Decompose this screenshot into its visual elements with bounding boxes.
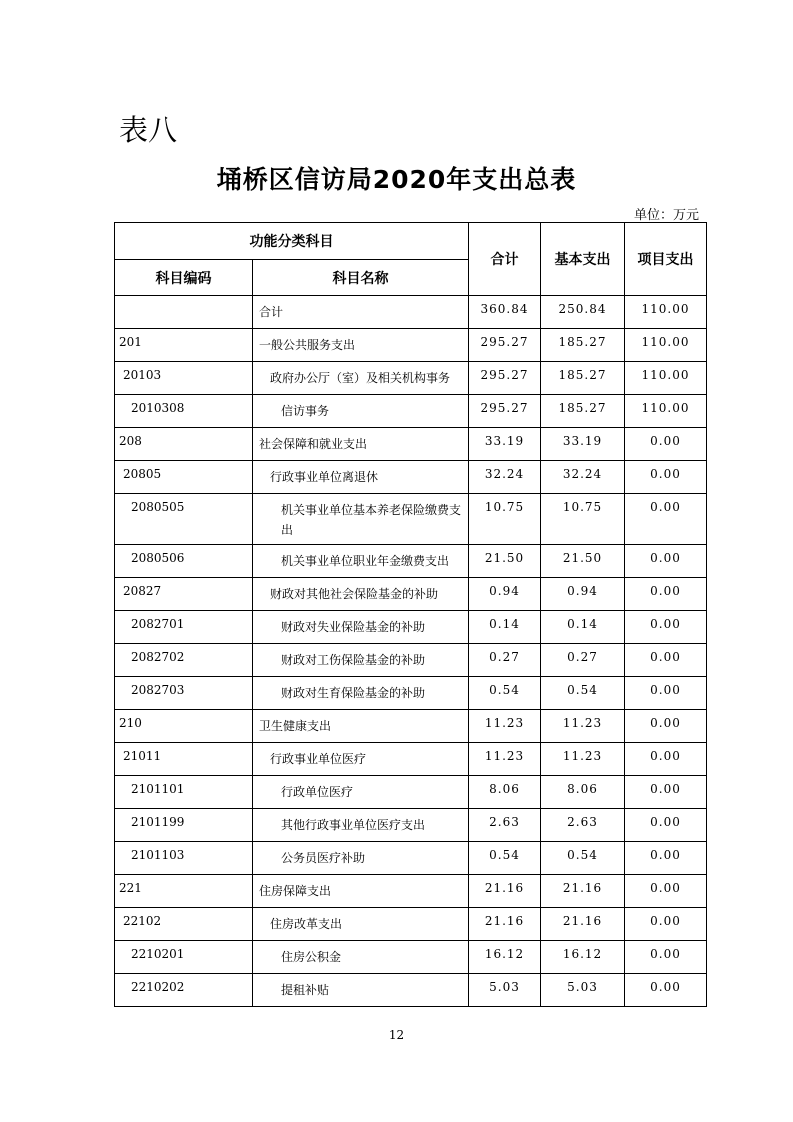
row-code <box>115 296 253 329</box>
row-total: 11.23 <box>469 743 541 776</box>
row-total: 0.54 <box>469 677 541 710</box>
row-total: 295.27 <box>469 395 541 428</box>
row-total: 295.27 <box>469 329 541 362</box>
table-row <box>115 461 707 494</box>
table-row <box>115 974 707 1007</box>
row-project: 110.00 <box>625 395 707 428</box>
table-row <box>115 296 707 329</box>
row-project: 0.00 <box>625 710 707 743</box>
table-row <box>115 809 707 842</box>
row-project: 110.00 <box>625 362 707 395</box>
table-row <box>115 842 707 875</box>
row-project: 0.00 <box>625 644 707 677</box>
table-row <box>115 644 707 677</box>
table-row <box>115 362 707 395</box>
row-basic: 2.63 <box>541 809 625 842</box>
row-total: 8.06 <box>469 776 541 809</box>
row-code: 2080505 <box>115 494 253 545</box>
table-row <box>115 941 707 974</box>
page-number: 12 <box>388 1028 405 1042</box>
row-basic: 0.27 <box>541 644 625 677</box>
row-basic: 33.19 <box>541 428 625 461</box>
row-basic: 21.50 <box>541 545 625 578</box>
row-project: 0.00 <box>625 545 707 578</box>
row-total: 5.03 <box>469 974 541 1007</box>
row-total: 21.16 <box>469 875 541 908</box>
row-name: 一般公共服务支出 <box>253 329 469 362</box>
row-code: 221 <box>115 875 253 908</box>
row-total: 11.23 <box>469 710 541 743</box>
row-total: 21.16 <box>469 908 541 941</box>
row-name: 行政单位医疗 <box>253 776 469 809</box>
row-basic: 11.23 <box>541 710 625 743</box>
row-project: 0.00 <box>625 461 707 494</box>
row-total: 295.27 <box>469 362 541 395</box>
row-project: 0.00 <box>625 578 707 611</box>
row-code: 20805 <box>115 461 253 494</box>
row-name: 行政事业单位离退休 <box>253 461 469 494</box>
row-code: 2010308 <box>115 395 253 428</box>
row-basic: 185.27 <box>541 329 625 362</box>
row-project: 110.00 <box>625 329 707 362</box>
row-name: 其他行政事业单位医疗支出 <box>253 809 469 842</box>
row-basic: 21.16 <box>541 875 625 908</box>
table-row <box>115 428 707 461</box>
row-project: 0.00 <box>625 743 707 776</box>
row-basic: 11.23 <box>541 743 625 776</box>
row-basic: 5.03 <box>541 974 625 1007</box>
row-total: 0.94 <box>469 578 541 611</box>
table-row <box>115 329 707 362</box>
row-name: 行政事业单位医疗 <box>253 743 469 776</box>
row-code: 20827 <box>115 578 253 611</box>
row-basic: 8.06 <box>541 776 625 809</box>
row-total: 0.54 <box>469 842 541 875</box>
header-function-category: 功能分类科目 <box>115 223 469 260</box>
row-name: 政府办公厅（室）及相关机构事务 <box>253 362 469 395</box>
row-code: 210 <box>115 710 253 743</box>
row-project: 0.00 <box>625 776 707 809</box>
row-name: 公务员医疗补助 <box>253 842 469 875</box>
row-code: 2082701 <box>115 611 253 644</box>
row-name: 机关事业单位基本养老保险缴费支出 <box>253 494 469 545</box>
table-row <box>115 875 707 908</box>
row-project: 0.00 <box>625 677 707 710</box>
row-project: 0.00 <box>625 809 707 842</box>
row-name: 卫生健康支出 <box>253 710 469 743</box>
document-label: 表八 <box>119 113 178 147</box>
row-name: 机关事业单位职业年金缴费支出 <box>253 545 469 578</box>
row-total: 10.75 <box>469 494 541 545</box>
row-name: 住房公积金 <box>253 941 469 974</box>
row-code: 2080506 <box>115 545 253 578</box>
row-basic: 0.54 <box>541 842 625 875</box>
row-total: 0.14 <box>469 611 541 644</box>
row-project: 0.00 <box>625 428 707 461</box>
table-row <box>115 908 707 941</box>
header-basic: 基本支出 <box>541 223 625 296</box>
header-project: 项目支出 <box>625 223 707 296</box>
row-project: 0.00 <box>625 611 707 644</box>
row-basic: 21.16 <box>541 908 625 941</box>
row-basic: 10.75 <box>541 494 625 545</box>
row-project: 0.00 <box>625 842 707 875</box>
page-title: 埇桥区信访局2020年支出总表 <box>216 165 577 194</box>
table-body <box>115 296 707 1007</box>
expenditure-table <box>114 222 707 1007</box>
row-name: 住房改革支出 <box>253 908 469 941</box>
row-code: 201 <box>115 329 253 362</box>
row-total: 360.84 <box>469 296 541 329</box>
row-basic: 0.94 <box>541 578 625 611</box>
row-project: 110.00 <box>625 296 707 329</box>
row-project: 0.00 <box>625 494 707 545</box>
row-basic: 16.12 <box>541 941 625 974</box>
header-total: 合计 <box>469 223 541 296</box>
row-basic: 250.84 <box>541 296 625 329</box>
table-row <box>115 743 707 776</box>
row-basic: 32.24 <box>541 461 625 494</box>
row-code: 2101101 <box>115 776 253 809</box>
row-project: 0.00 <box>625 941 707 974</box>
row-code: 2082703 <box>115 677 253 710</box>
row-code: 21011 <box>115 743 253 776</box>
table-row <box>115 545 707 578</box>
table-row <box>115 677 707 710</box>
row-name: 提租补贴 <box>253 974 469 1007</box>
row-code: 2082702 <box>115 644 253 677</box>
row-code: 2210201 <box>115 941 253 974</box>
row-code: 2210202 <box>115 974 253 1007</box>
row-code: 2101199 <box>115 809 253 842</box>
row-name: 合计 <box>253 296 469 329</box>
table-row <box>115 494 707 545</box>
row-project: 0.00 <box>625 974 707 1007</box>
row-basic: 185.27 <box>541 395 625 428</box>
row-basic: 185.27 <box>541 362 625 395</box>
row-code: 20103 <box>115 362 253 395</box>
table-row <box>115 710 707 743</box>
row-total: 2.63 <box>469 809 541 842</box>
row-name: 财政对其他社会保险基金的补助 <box>253 578 469 611</box>
row-total: 16.12 <box>469 941 541 974</box>
header-name: 科目名称 <box>253 260 469 296</box>
unit-label: 单位：万元 <box>633 208 699 223</box>
table-row <box>115 395 707 428</box>
row-project: 0.00 <box>625 908 707 941</box>
table-row <box>115 611 707 644</box>
row-total: 32.24 <box>469 461 541 494</box>
table-row <box>115 776 707 809</box>
row-code: 22102 <box>115 908 253 941</box>
row-basic: 0.54 <box>541 677 625 710</box>
row-name: 社会保障和就业支出 <box>253 428 469 461</box>
row-name: 财政对失业保险基金的补助 <box>253 611 469 644</box>
row-total: 21.50 <box>469 545 541 578</box>
row-name: 财政对工伤保险基金的补助 <box>253 644 469 677</box>
row-total: 0.27 <box>469 644 541 677</box>
row-code: 2101103 <box>115 842 253 875</box>
row-name: 信访事务 <box>253 395 469 428</box>
row-basic: 0.14 <box>541 611 625 644</box>
row-name: 财政对生育保险基金的补助 <box>253 677 469 710</box>
row-code: 208 <box>115 428 253 461</box>
header-code: 科目编码 <box>115 260 253 296</box>
row-name: 住房保障支出 <box>253 875 469 908</box>
row-total: 33.19 <box>469 428 541 461</box>
row-project: 0.00 <box>625 875 707 908</box>
table-row <box>115 578 707 611</box>
